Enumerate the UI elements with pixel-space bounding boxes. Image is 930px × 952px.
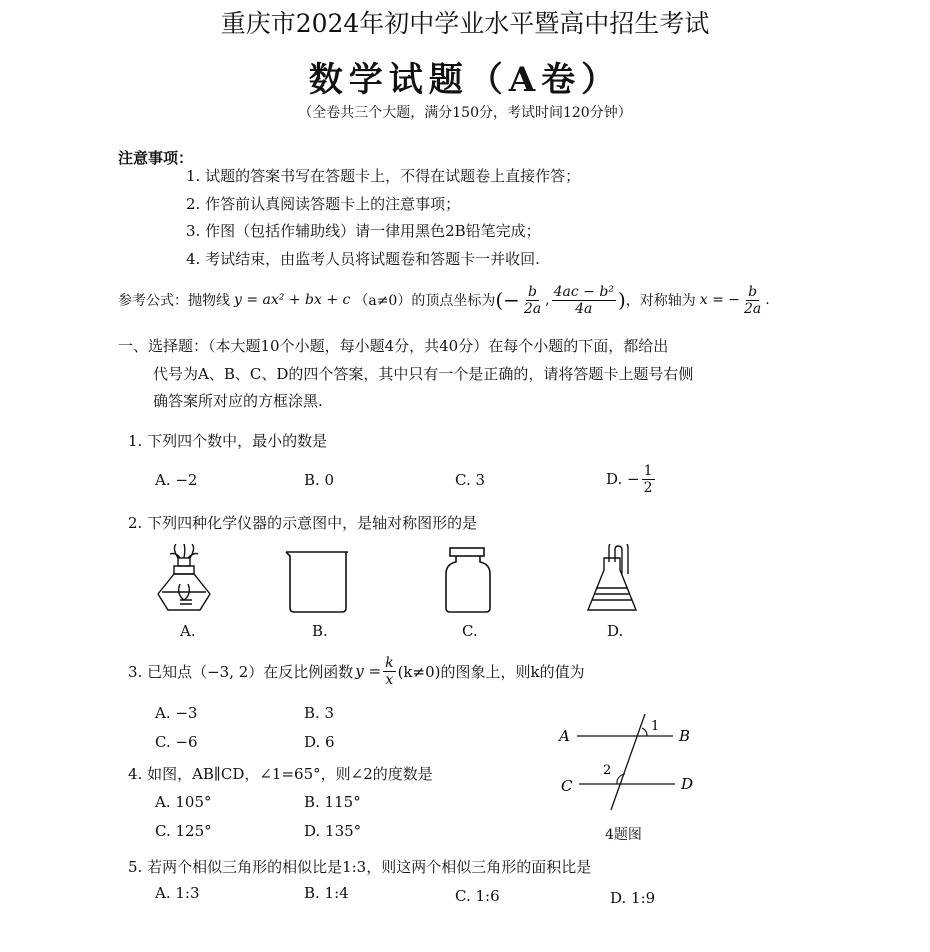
formula-vertex-text: 的顶点坐标为: [411, 293, 496, 309]
axis-num: b: [748, 283, 758, 300]
exam-title: 重庆市2024年初中学业水平暨高中招生考试: [220, 9, 710, 38]
q4-option-b: B. 115°: [304, 793, 361, 811]
q3-stem-suffix: (k≠0)的图象上，则k的值为: [397, 662, 585, 681]
alcohol-lamp-figure: [158, 544, 210, 610]
angle-1-arc: [642, 728, 647, 736]
paper-note: （全卷共三个大题，满分150分，考试时间120分钟）: [298, 105, 632, 121]
formula-axis-text: ，对称轴为: [625, 293, 696, 309]
label-d: D: [681, 775, 694, 793]
q3-stem-prefix: 3. 已知点（−3, 2）在反比例函数: [128, 662, 354, 681]
vertex-y-num: 4ac − b²: [553, 283, 614, 300]
q1-option-d-prefix: D. −: [606, 470, 640, 488]
q4-option-d: D. 135°: [304, 822, 362, 840]
notice-heading: 注意事项：: [118, 149, 194, 167]
vertex-x-num: b: [528, 283, 538, 300]
q3-func-num: k: [385, 654, 394, 671]
q4-figure-caption: 4题图: [605, 827, 642, 843]
paper-title: 数学试题（A卷）: [308, 60, 622, 100]
q3-func-lhs: y =: [355, 662, 382, 680]
q4-option-a: A. 105°: [155, 793, 212, 811]
q5-option-b: B. 1:4: [304, 884, 349, 902]
q2-stem: 2. 下列四种化学仪器的示意图中，是轴对称图形的是: [128, 514, 478, 532]
label-a: A: [559, 727, 570, 745]
vertex-x-fraction: [522, 284, 543, 317]
reference-formula: 参考公式：抛物线 y = ax² + bx + c （a≠0） 的顶点坐标为 (− $\frac{b}{2a}$ , $\frac{\text{4ac − b²}}{4a}$ ) ，对称轴为 x = − $\frac{b}{2a}$ .: [118, 283, 770, 317]
q3-stem: [128, 650, 585, 692]
q1-option-a: A. −2: [155, 471, 198, 489]
reagent-bottle-figure: [446, 548, 490, 612]
notice-item-3: 3. 作图（包括作辅助线）请一律用黑色2B铅笔完成；: [186, 222, 541, 240]
formula-condition: （a≠0）: [354, 293, 412, 309]
transversal-line: [611, 714, 645, 810]
vertex-y-den: 4a: [575, 300, 593, 317]
notice-item-1: 1. 试题的答案书写在答题卡上，不得在试题卷上直接作答；: [186, 167, 581, 185]
q3-option-d: D. 6: [304, 733, 335, 751]
label-c: C: [561, 777, 573, 795]
notice-item-2: 2. 作答前认真阅读答题卡上的注意事项；: [186, 195, 461, 213]
section1-line1: 一、选择题：（本大题10个小题，每小题4分，共40分）在每个小题的下面，都给出: [118, 337, 669, 355]
axis-fraction: [742, 284, 763, 317]
label-b: B: [679, 727, 691, 745]
q5-option-d: D. 1:9: [610, 889, 656, 907]
formula-axis-eq: x = −: [699, 292, 741, 308]
q5-option-c: C. 1:6: [455, 887, 500, 905]
q2-caption-b: B.: [312, 622, 328, 640]
label-angle-2: 2: [603, 763, 612, 778]
q4-option-c: C. 125°: [155, 822, 212, 840]
q3-option-a: A. −3: [155, 704, 198, 722]
formula-equation: y = ax² + bx + c: [234, 292, 351, 308]
q3-option-c: C. −6: [155, 733, 198, 751]
q1-option-d-den: 2: [643, 479, 653, 496]
notice-item-4: 4. 考试结束，由监考人员将试题卷和答题卡一并收回.: [186, 250, 540, 268]
q1-option-c: C. 3: [455, 471, 486, 489]
axis-den: 2a: [744, 300, 762, 317]
q1-stem: 1. 下列四个数中，最小的数是: [128, 432, 328, 450]
q1-option-d-num: 1: [643, 462, 653, 479]
q5-option-a: A. 1:3: [155, 884, 200, 902]
vertex-x-den: 2a: [523, 300, 542, 317]
conical-flask-figure: [588, 544, 636, 610]
q2-caption-c: C.: [462, 622, 478, 640]
beaker-figure: [286, 552, 348, 612]
q4-parallel-lines-figure: [555, 712, 705, 812]
vertex-y-fraction: [552, 284, 616, 317]
section1-line2: 代号为A、B、C、D的四个答案，其中只有一个是正确的，请将答题卡上题号右侧: [153, 365, 694, 383]
q4-stem: 4. 如图，AB∥CD，∠1=65°，则∠2的度数是: [128, 765, 433, 783]
label-angle-1: 1: [651, 719, 660, 734]
section1-line3: 确答案所对应的方框涂黑.: [153, 392, 323, 410]
q3-func-den: x: [385, 671, 394, 688]
q2-caption-a: A.: [180, 622, 196, 640]
q1-option-b: B. 0: [304, 471, 335, 489]
q1-option-d: [606, 458, 657, 500]
q5-stem: 5. 若两个相似三角形的相似比是1:3，则这两个相似三角形的面积比是: [128, 858, 592, 876]
formula-prefix: 参考公式：抛物线: [118, 293, 230, 309]
q2-apparatus-figures: [150, 544, 670, 622]
q3-option-b: B. 3: [304, 704, 335, 722]
q2-caption-d: D.: [607, 622, 624, 640]
